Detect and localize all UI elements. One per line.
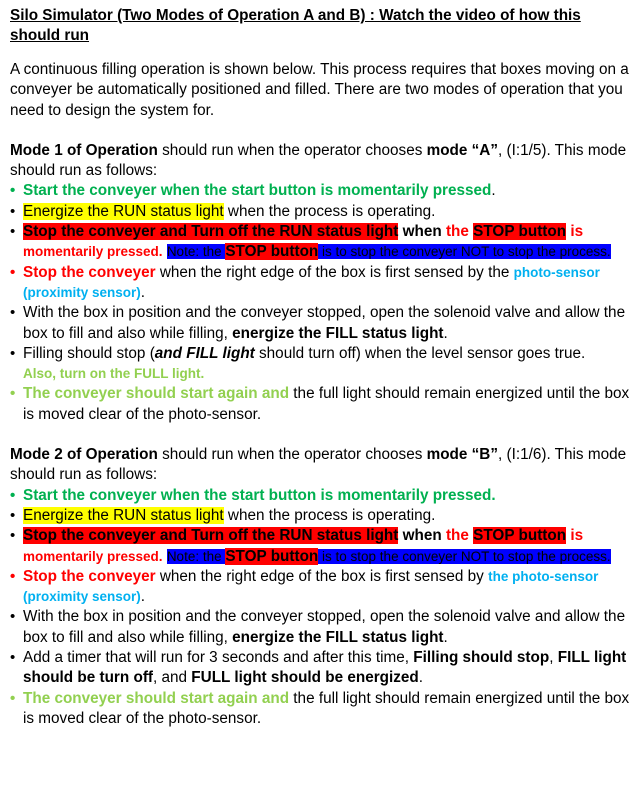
mode-2-note-rest: is to stop the conveyer NOT to stop the process.: [318, 548, 611, 564]
mode-2-stop-conveyer: Stop the conveyer: [23, 567, 156, 585]
bullet: •: [10, 263, 16, 281]
mode-1-full-light: Also, turn on the FULL light.: [23, 366, 205, 382]
bullet: •: [10, 567, 16, 585]
mode-2-list: [10, 486, 634, 730]
mode-2-fill-text: With the box in position and the conveyer stopped, open the solenoid valve and allow the box to fill and also while filling,: [23, 608, 626, 646]
list-item: [10, 202, 634, 222]
list-item: [10, 607, 634, 648]
mode-2-fill-light: energize the FILL status light: [232, 628, 444, 646]
mode-1-note-rest: is to stop the conveyer NOT to stop the process.: [318, 244, 611, 260]
bullet: •: [10, 506, 16, 524]
mode-2-stop-conveyer-text: when the right edge of the box is first sensed by: [155, 567, 489, 585]
mode-2-full-light-on: FULL light should be energized: [191, 669, 419, 687]
mode-2-heading-text: should run when the operator chooses: [157, 446, 427, 464]
mode-2-start-conveyer: Start the conveyer when the start button is momentarily pressed.: [23, 486, 496, 504]
list-item: [10, 344, 634, 385]
document-title: Silo Simulator (Two Modes of Operation A and B) : Watch the video of how this should run: [10, 7, 581, 44]
mode-2-heading-label: Mode 2 of Operation: [10, 446, 158, 464]
mode-1-run-light-highlight: Energize the RUN status light: [23, 202, 224, 220]
mode-2-heading-tail: , (I:1/6). This mode should run as follows:: [10, 446, 627, 484]
mode-1-section: [10, 141, 634, 425]
mode-2-fill-light-off: FILL light should be turn off: [23, 649, 627, 687]
list-item: [10, 506, 634, 526]
list-item: [10, 181, 634, 201]
punctuation: .: [140, 283, 146, 301]
mode-1-restart-conveyer: The conveyer should start again and: [23, 385, 290, 403]
mode-1-stop-conveyer: Stop the conveyer: [23, 263, 156, 281]
list-item: [10, 526, 634, 567]
mode-2-heading: [10, 445, 634, 486]
mode-2-stop-when: when: [398, 527, 446, 545]
mode-1-restart-text: the full light should remain energized until the box is moved clear of the photo-sensor.: [23, 385, 630, 423]
bullet: •: [10, 182, 16, 200]
punctuation: .: [443, 324, 448, 342]
punctuation: .: [418, 669, 424, 687]
mode-1-filling-stop-rest: should turn off) when the level sensor goes true.: [254, 344, 586, 362]
punctuation: ,: [549, 649, 558, 667]
mode-1-stop-highlight: Stop the conveyer and Turn off the RUN status light: [23, 223, 399, 241]
mode-2-stop-highlight: Stop the conveyer and Turn off the RUN status light: [23, 527, 399, 545]
mode-2-stop-the: the: [445, 527, 474, 545]
bullet: •: [10, 689, 16, 707]
mode-2-photo-sensor: the photo-sensor (proximity sensor): [23, 568, 599, 605]
mode-1-filling-stop-text: Filling should stop (: [23, 344, 155, 362]
list-item: [10, 384, 634, 425]
list-item: [10, 303, 634, 344]
mode-1-note-stop-button: STOP button: [225, 243, 319, 261]
mode-1-stop-button-highlight: STOP button: [473, 223, 567, 241]
mode-2-filling-stop: Filling should stop: [413, 649, 550, 667]
mode-2-momentarily-pressed: momentarily pressed.: [23, 548, 163, 564]
bullet: •: [10, 223, 16, 241]
mode-2-timer-and: , and: [153, 669, 192, 687]
bullet: •: [10, 385, 16, 403]
mode-1-start-conveyer: Start the conveyer when the start button is momentarily pressed: [23, 182, 492, 200]
mode-1-fill-light-italic: and FILL light: [154, 344, 255, 362]
mode-2-note-highlight: Note: the: [166, 548, 226, 564]
bullet: •: [10, 304, 16, 322]
mode-1-heading-tail: , (I:1/5). This mode should run as follows:: [10, 141, 627, 180]
mode-1-note-highlight: Note: the: [166, 244, 226, 260]
mode-1-stop-the: the: [445, 223, 474, 241]
bullet: •: [10, 649, 16, 667]
mode-2-restart-text: the full light should remain energized until the box is moved clear of the photo-sensor.: [23, 689, 630, 727]
bullet: •: [10, 344, 16, 362]
bullet: •: [10, 608, 16, 626]
mode-1-stop-when: when: [398, 223, 446, 241]
mode-2-run-light-text: when the process is operating.: [223, 506, 436, 524]
mode-2-restart-conveyer: The conveyer should start again and: [23, 689, 290, 707]
punctuation: .: [140, 588, 146, 606]
punctuation: .: [491, 182, 496, 200]
mode-1-photo-sensor: photo-sensor (proximity sensor): [23, 264, 600, 300]
bullet: •: [10, 202, 16, 220]
mode-1-heading: [10, 141, 634, 182]
mode-1-stop-conveyer-text: when the right edge of the box is first sensed by the: [155, 263, 514, 281]
mode-2-mode-name: mode “B”: [426, 446, 498, 464]
intro-paragraph: A continuous filling operation is shown below. This process requires that boxes moving on a conveyer be automatically positioned and filled. There are two modes of operation that you need to design the system for.: [10, 61, 629, 119]
list-item: [10, 689, 634, 730]
mode-1-mode-name: mode “A”: [426, 141, 498, 159]
list-item: [10, 263, 634, 304]
list-item: [10, 648, 634, 689]
list-item: [10, 486, 634, 506]
mode-2-timer-text: Add a timer that will run for 3 seconds and after this time,: [23, 649, 414, 667]
punctuation: .: [443, 628, 448, 646]
mode-1-momentarily-pressed: momentarily pressed.: [23, 244, 163, 260]
mode-1-heading-label: Mode 1 of Operation: [10, 141, 158, 159]
mode-2-stop-is: is: [566, 527, 584, 545]
mode-1-fill-light: energize the FILL status light: [232, 324, 444, 342]
bullet: •: [10, 486, 16, 504]
mode-1-stop-is: is: [566, 223, 584, 241]
mode-1-heading-text: should run when the operator chooses: [157, 141, 427, 159]
mode-1-list: [10, 181, 634, 425]
mode-1-run-light-text: when the process is operating.: [223, 202, 436, 220]
bullet: •: [10, 527, 16, 545]
mode-1-fill-text: With the box in position and the conveyer stopped, open the solenoid valve and allow the box to fill and also while filling,: [23, 304, 626, 342]
mode-2-stop-button-highlight: STOP button: [473, 527, 567, 545]
mode-2-section: [10, 445, 634, 729]
mode-2-run-light-highlight: Energize the RUN status light: [23, 506, 224, 524]
mode-2-note-stop-button: STOP button: [225, 547, 319, 565]
list-item: [10, 222, 634, 263]
list-item: [10, 567, 634, 608]
